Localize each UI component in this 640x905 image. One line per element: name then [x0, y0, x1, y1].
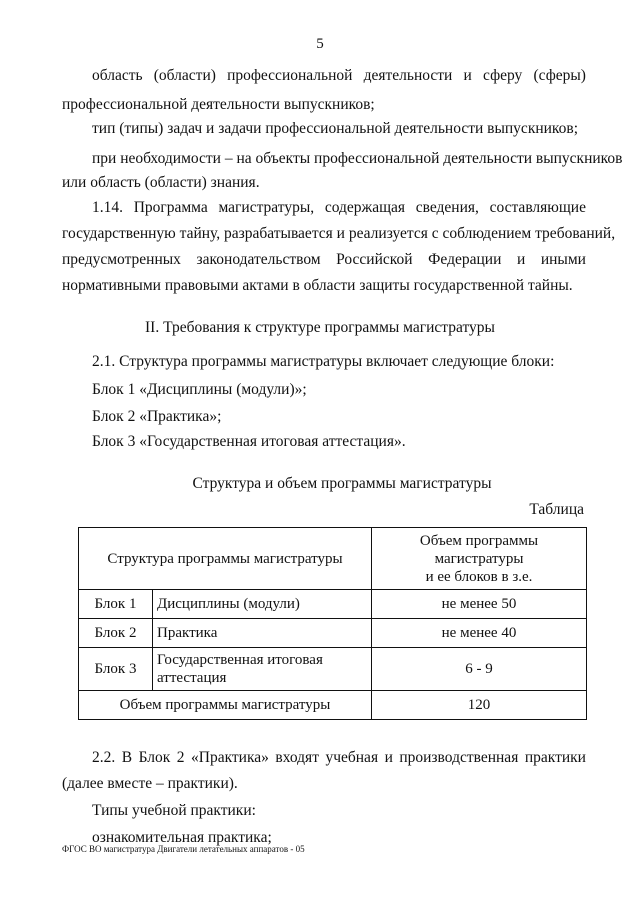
word: 2.2. [92, 749, 116, 766]
block-volume-cell: 6 - 9 [372, 648, 587, 691]
paragraph-line [92, 66, 586, 86]
block-cell: Блок 1 [79, 590, 153, 619]
paragraph-line: тип (типы) задач и задачи профессиональной деятельности выпускников; [92, 120, 579, 137]
paragraph-line [92, 748, 586, 768]
paragraph-line: при необходимости – на объекты профессиональной деятельности выпускников [92, 150, 623, 167]
total-value-cell: 120 [372, 691, 587, 720]
word: профессиональной [227, 67, 353, 84]
table-row [79, 619, 587, 648]
page-number: 5 [316, 36, 324, 52]
word: производственная [399, 749, 519, 766]
paragraph-line: ознакомительная практика; [92, 829, 272, 846]
word: (области) [153, 67, 216, 84]
word: учебная [325, 749, 379, 766]
word: Федерации [428, 251, 502, 268]
word: (сферы) [533, 67, 586, 84]
word: сведения, [415, 199, 479, 216]
paragraph-line: (далее вместе – практики). [62, 775, 238, 792]
paragraph-line: Блок 1 «Дисциплины (модули)»; [92, 381, 307, 398]
word: Программа [133, 199, 208, 216]
word: составляющие [489, 199, 586, 216]
word: магистратуры, [218, 199, 315, 216]
word: 2 [176, 749, 185, 766]
word: законодательством [196, 251, 321, 268]
word: и [463, 67, 472, 84]
word: В [121, 749, 133, 766]
word: и [516, 251, 526, 268]
header-volume-line: и ее блоков в з.е. [425, 568, 533, 585]
block-name-cell: Практика [153, 619, 372, 648]
total-label-cell: Объем программы магистратуры [79, 691, 372, 720]
header-volume-line: Объем программы [419, 532, 539, 549]
word: практики [524, 749, 586, 766]
block-volume-cell: не менее 40 [372, 619, 587, 648]
paragraph-line: Типы учебной практики: [92, 802, 256, 819]
header-structure-cell [79, 528, 372, 590]
paragraph-line: Блок 3 «Государственная итоговая аттестация». [92, 433, 406, 450]
paragraph-line: 2.1. Структура программы магистратуры включает следующие блоки: [92, 353, 555, 370]
structure-table [78, 527, 587, 720]
paragraph-line: профессиональной деятельности выпускников; [62, 96, 375, 113]
word: иными [540, 251, 586, 268]
paragraph-line [92, 198, 586, 218]
block-name-line: аттестация [157, 670, 227, 686]
block-name-cell: Дисциплины (модули) [153, 590, 372, 619]
word: входят [275, 749, 319, 766]
word: деятельности [363, 67, 453, 84]
word: содержащая [324, 199, 406, 216]
paragraph-line: государственную тайну, разрабатывается и реализуется с соблюдением требований, [62, 225, 616, 242]
table-total-row [79, 691, 587, 720]
paragraph-line: или область (области) знания. [62, 174, 260, 191]
block-volume-cell: не менее 50 [372, 590, 587, 619]
table-header-row [79, 528, 587, 590]
table-row [79, 590, 587, 619]
word: сферу [483, 67, 523, 84]
word: Блок [138, 749, 171, 766]
header-volume-line: магистратуры [434, 550, 524, 567]
word: Российской [336, 251, 413, 268]
table-row [79, 648, 587, 691]
section-title: II. Требования к структуре программы магистратуры [145, 319, 495, 336]
paragraph-line [62, 250, 586, 270]
paragraph-line: нормативными правовыми актами в области защиты государственной тайны. [62, 277, 573, 294]
block-name-cell [153, 648, 372, 691]
word: 1.14. [92, 199, 123, 216]
block-name-line: Государственная итоговая [157, 652, 323, 668]
word: и [384, 749, 393, 766]
footer-note: ФГОС ВО магистратура Двигатели летательных аппаратов - 05 [62, 844, 305, 854]
table-caption: Структура и объем программы магистратуры [192, 475, 492, 492]
word: «Практика» [191, 749, 269, 766]
word: предусмотренных [62, 251, 181, 268]
table-label: Таблица [529, 501, 584, 518]
header-volume-cell [372, 528, 587, 590]
word: область [92, 67, 143, 84]
paragraph-line: Блок 2 «Практика»; [92, 408, 222, 425]
block-cell: Блок 3 [79, 648, 153, 691]
header-structure: Структура программы магистратуры [107, 550, 343, 567]
block-cell: Блок 2 [79, 619, 153, 648]
